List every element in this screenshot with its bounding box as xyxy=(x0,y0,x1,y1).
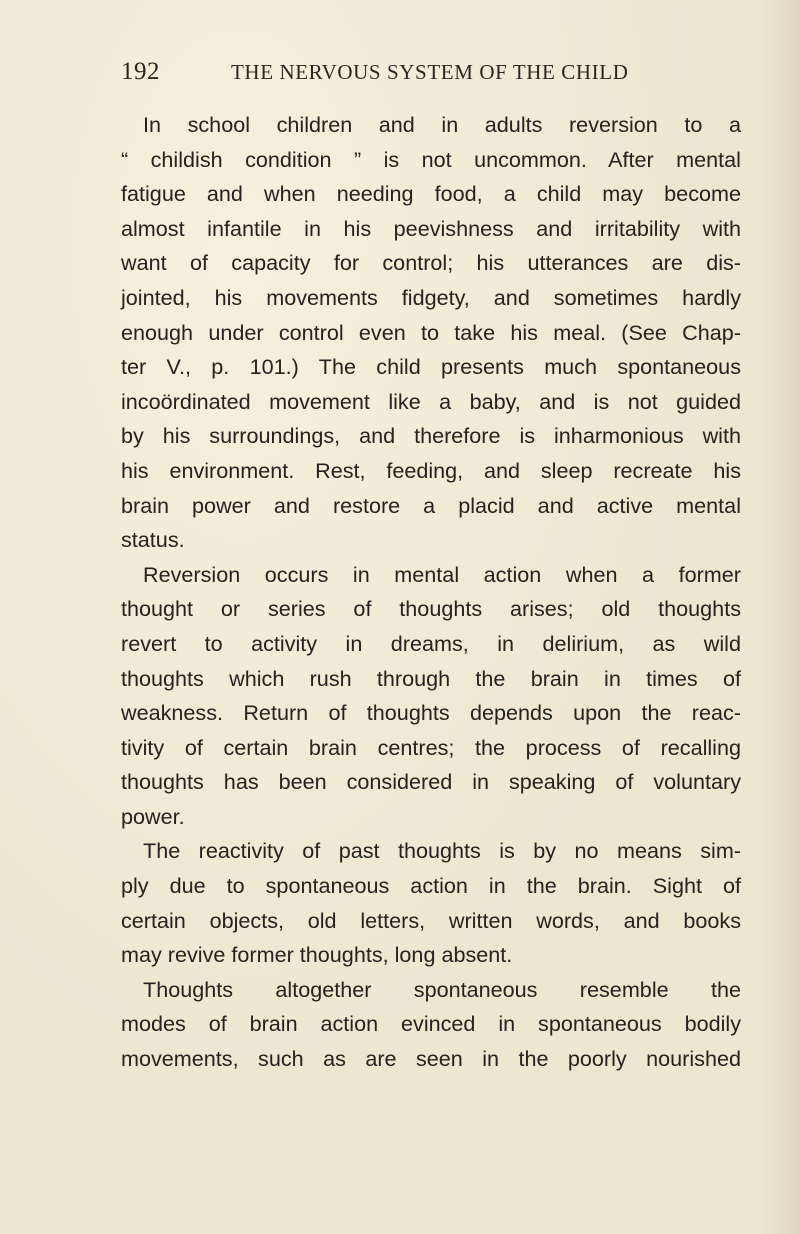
text-line: power. xyxy=(121,803,185,829)
text-line: weakness. Return of thoughts depends upon the reac- xyxy=(121,700,741,726)
text-line: thoughts has been considered in speaking of voluntary xyxy=(121,769,741,795)
text-line: In school children and in adults reversion to a xyxy=(143,112,741,137)
text-line: want of capacity for control; his utterances are dis- xyxy=(121,250,741,276)
text-line: Reversion occurs in mental action when a former xyxy=(143,561,741,587)
text-line: certain objects, old letters, written words, and books xyxy=(121,907,741,933)
text-line: The reactivity of past thoughts is by no means sim- xyxy=(143,838,741,864)
text-line: brain power and restore a placid and active mental xyxy=(121,492,741,518)
text-line: “ childish condition ” is not uncommon. After mental xyxy=(121,146,741,172)
text-line: thoughts which rush through the brain in times of xyxy=(121,665,741,691)
text-line: movements, such as are seen in the poorly nourished xyxy=(121,1046,741,1072)
text-line: tivity of certain brain centres; the process of recalling xyxy=(121,734,741,760)
text-line: status. xyxy=(121,527,185,553)
text-line: fatigue and when needing food, a child may become xyxy=(121,181,741,207)
text-line: modes of brain action evinced in spontaneous bodily xyxy=(121,1011,741,1037)
text-line: revert to activity in dreams, in delirium, as wild xyxy=(121,630,741,656)
text-line: ter V., p. 101.) The child presents much spontaneous xyxy=(121,354,741,380)
page-number: 192 xyxy=(121,58,160,85)
text-line: ply due to spontaneous action in the brain. Sight of xyxy=(121,873,741,899)
text-line: his environment. Rest, feeding, and sleep recreate his xyxy=(121,457,741,483)
text-line: incoördinated movement like a baby, and is not guided xyxy=(121,388,741,414)
text-line: almost infantile in his peevishness and irritability with xyxy=(121,215,741,241)
running-head xyxy=(121,58,741,92)
text-line: jointed, his movements fidgety, and sometimes hardly xyxy=(121,284,741,310)
text-line: by his surroundings, and therefore is inharmonious with xyxy=(121,423,741,449)
text-line: enough under control even to take his meal. (See Chap- xyxy=(121,319,741,345)
running-title: THE NERVOUS SYSTEM OF THE CHILD xyxy=(231,60,629,84)
text-line: Thoughts altogether spontaneous resemble the xyxy=(143,976,741,1002)
text-line: thought or series of thoughts arises; old thoughts xyxy=(121,596,741,622)
body-text xyxy=(121,108,741,1077)
text-line: may revive former thoughts, long absent. xyxy=(121,942,513,968)
